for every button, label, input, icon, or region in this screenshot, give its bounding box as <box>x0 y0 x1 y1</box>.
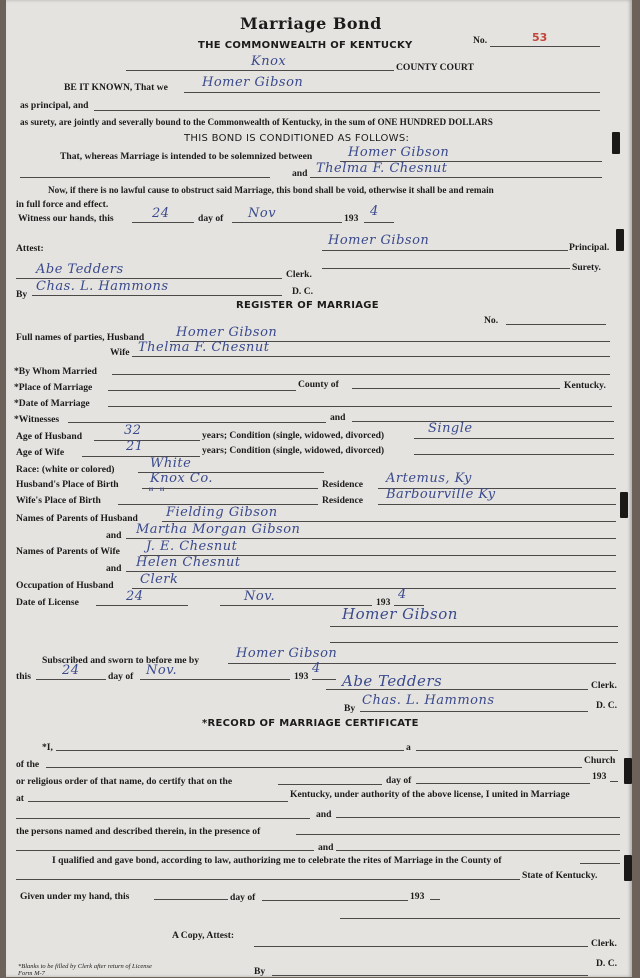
date-label: *Date of Marriage <box>14 398 90 409</box>
parent-husband-1: Fielding Gibson <box>166 505 278 520</box>
years-condition-wife: years; Condition (single, widowed, divorced) <box>202 445 385 456</box>
race-value: White <box>150 456 192 471</box>
register-no-label: No. <box>484 315 499 326</box>
as-principal: as principal, and <box>20 100 89 111</box>
wife-label: Wife <box>110 347 130 358</box>
husband-birth: Knox Co. <box>150 471 214 486</box>
and-label: and <box>292 168 308 179</box>
cert-and-1: and <box>316 809 332 820</box>
witness-month: Nov <box>248 206 277 221</box>
county-of-label: County of <box>298 379 339 390</box>
surety-text: as surety, are jointly and severally bound to the Commonwealth of Kentucky, in the sum of ONE HUNDRED DOLLARS <box>20 117 493 127</box>
principal-value: Homer Gibson <box>202 75 304 90</box>
party2-value: Thelma F. Chesnut <box>316 161 448 176</box>
parents-husband-label: Names of Parents of Husband <box>16 513 138 524</box>
kentucky-label: Kentucky. <box>564 380 606 391</box>
age-husband: 32 <box>124 423 142 438</box>
county-court-label: COUNTY COURT <box>396 62 474 73</box>
sworn-day-of: day of <box>108 671 134 682</box>
condition-husband: Single <box>428 421 473 436</box>
principal-signature: Homer Gibson <box>328 233 430 248</box>
copy-attest: A Copy, Attest: <box>172 930 235 941</box>
sworn-month: Nov. <box>146 663 178 678</box>
clerk-label: Clerk. <box>286 269 312 280</box>
party1-value: Homer Gibson <box>348 145 450 160</box>
witness-label: Witness our hands, this <box>18 213 114 224</box>
cert-given-day-of: day of <box>230 892 256 903</box>
dc-label: D. C. <box>292 286 314 297</box>
wife-residence-label: Residence <box>322 495 364 506</box>
cert-i: *I, <box>42 742 53 753</box>
index-tab <box>620 492 628 518</box>
years-condition-husband: years; Condition (single, widowed, divorced) <box>202 430 385 441</box>
index-tab <box>612 132 620 154</box>
license-month: Nov. <box>244 589 276 604</box>
parents-wife-label: Names of Parents of Wife <box>16 546 120 557</box>
register-clerk-signature: Abe Tedders <box>342 672 443 690</box>
witness-year: 4 <box>370 204 379 219</box>
witnesses-label: *Witnesses <box>14 414 60 425</box>
clerk-signature: Abe Tedders <box>36 262 124 277</box>
license-label: Date of License <box>16 597 79 608</box>
witnesses-and: and <box>330 412 346 423</box>
witness-day: 24 <box>152 206 170 221</box>
certificate-heading: *RECORD OF MARRIAGE CERTIFICATE <box>202 718 419 729</box>
occupation-value: Clerk <box>140 572 179 587</box>
conditioned-heading: THIS BOND IS CONDITIONED AS FOLLOWS: <box>184 133 410 144</box>
be-it-known: BE IT KNOWN, That we <box>64 82 168 93</box>
cert-given-year-prefix: 193 <box>410 891 425 902</box>
full-force-text: in full force and effect. <box>16 199 109 210</box>
index-tab <box>624 758 632 784</box>
parent-wife-2: Helen Chesnut <box>136 555 241 570</box>
cert-and-2: and <box>318 842 334 853</box>
cert-at: at <box>16 793 24 804</box>
age-husband-label: Age of Husband <box>16 431 83 442</box>
license-year-prefix: 193 <box>376 597 391 608</box>
index-tab <box>624 855 632 881</box>
document-title: Marriage Bond <box>240 14 382 33</box>
copy-dc: D. C. <box>596 958 618 969</box>
applicant-signature: Homer Gibson <box>342 605 458 623</box>
cert-religious: or religious order of that name, do certify that on the <box>16 776 233 787</box>
surety-label: Surety. <box>572 262 601 273</box>
sworn-year: 4 <box>312 661 321 676</box>
commonwealth-heading: THE COMMONWEALTH OF KENTUCKY <box>198 40 413 51</box>
register-clerk-label: Clerk. <box>591 680 617 691</box>
by-whom-label: *By Whom Married <box>14 366 97 377</box>
cert-day-of: day of <box>386 775 412 786</box>
parent-wife-1: J. E. Chesnut <box>146 539 238 554</box>
cert-kentucky-authority: Kentucky, under authority of the above license, I united in Marriage <box>290 789 570 800</box>
cert-of-the: of the <box>16 759 40 770</box>
cert-persons: the persons named and described therein, in the presence of <box>16 826 261 837</box>
cert-given: Given under my hand, this <box>20 891 130 902</box>
copy-by: By <box>254 966 266 977</box>
sworn-by: Homer Gibson <box>236 646 338 661</box>
this-label: this <box>16 671 31 682</box>
full-names-label: Full names of parties, Husband <box>16 332 145 343</box>
place-label: *Place of Marriage <box>14 382 93 393</box>
county-value: Knox <box>251 54 287 69</box>
parents-wife-and: and <box>106 563 122 574</box>
register-by-label: By <box>344 703 356 714</box>
attest-label: Attest: <box>16 243 44 254</box>
cert-qualified: I qualified and gave bond, according to law, authorizing me to celebrate the rites of Marriage in the County of <box>52 855 502 866</box>
cert-church: Church <box>584 755 616 766</box>
marriage-bond-document <box>6 0 632 977</box>
age-wife: 21 <box>126 439 144 454</box>
husband-name: Homer Gibson <box>176 325 278 340</box>
register-dc-label: D. C. <box>596 700 618 711</box>
occupation-label: Occupation of Husband <box>16 580 114 591</box>
copy-clerk: Clerk. <box>591 938 617 949</box>
sworn-day: 24 <box>62 663 80 678</box>
wife-birth-label: Wife's Place of Birth <box>16 495 101 506</box>
principal-label: Principal. <box>569 242 610 253</box>
bond-number-label: No. <box>473 35 488 46</box>
cert-year-prefix: 193 <box>592 771 607 782</box>
by-label: By <box>16 289 28 300</box>
cert-state: State of Kentucky. <box>522 870 598 881</box>
bond-number-value: 53 <box>532 31 548 44</box>
witness-year-prefix: 193 <box>344 213 359 224</box>
age-wife-label: Age of Wife <box>16 447 65 458</box>
index-tab <box>616 229 624 251</box>
parent-husband-2: Martha Morgan Gibson <box>136 522 301 537</box>
register-heading: REGISTER OF MARRIAGE <box>236 300 379 311</box>
whereas-text: That, whereas Marriage is intended to be solemnized between <box>60 151 313 162</box>
husband-residence-label: Residence <box>322 479 364 490</box>
wife-birth: " " <box>148 486 166 501</box>
now-if-text: Now, if there is no lawful cause to obstruct said Marriage, this bond shall be void, otherwise it shall be and remain <box>48 185 494 195</box>
license-year: 4 <box>398 587 407 602</box>
witness-day-of: day of <box>198 213 224 224</box>
cert-a: a <box>406 742 411 753</box>
sworn-year-prefix: 193 <box>294 671 309 682</box>
husband-birth-label: Husband's Place of Birth <box>16 479 119 490</box>
race-label: Race: (white or colored) <box>16 464 115 475</box>
wife-residence: Barbourville Ky <box>386 487 496 502</box>
register-dc-signature: Chas. L. Hammons <box>362 693 495 708</box>
license-day: 24 <box>126 589 144 604</box>
husband-residence: Artemus, Ky <box>386 471 472 486</box>
footnote-line1: *Blanks to be filled by Clerk after return of License <box>18 963 152 970</box>
footnote-line2: Form M-7 <box>18 970 45 977</box>
subscribed-label: Subscribed and sworn to before me by <box>42 655 200 666</box>
dc-signature: Chas. L. Hammons <box>36 279 169 294</box>
wife-name: Thelma F. Chesnut <box>138 340 270 355</box>
parents-husband-and: and <box>106 530 122 541</box>
